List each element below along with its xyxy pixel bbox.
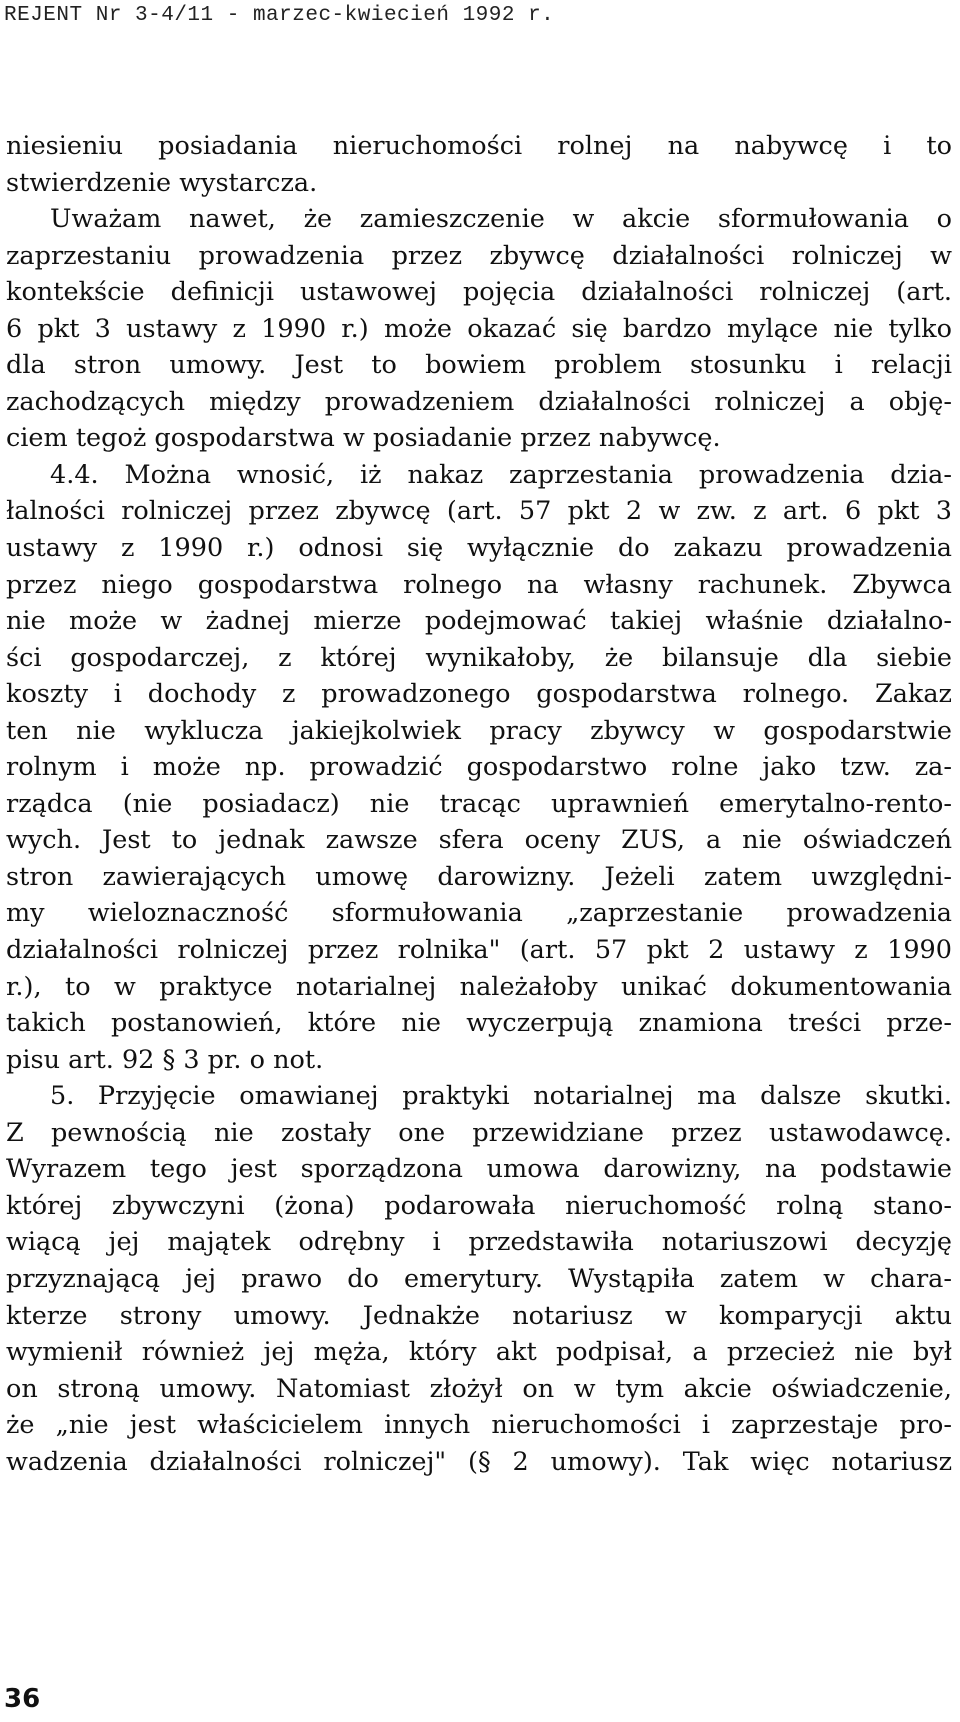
- text-line: wymienił również jej męża, który akt podpisał, a przecież nie był: [6, 1337, 952, 1368]
- text-line: niesieniu posiadania nieruchomości rolnej na nabywcę i to: [6, 131, 952, 161]
- text-line: 6 pkt 3 ustawy z 1990 r.) może okazać się bardzo mylące nie tylko: [6, 313, 952, 344]
- text-line: stwierdzenie wystarcza.: [6, 167, 318, 198]
- text-line: stron zawierających umowę darowizny. Jeżeli zatem uwzględni-: [6, 861, 952, 892]
- text-line: on stroną umowy. Natomiast złożył on w tym akcie oświadczenie,: [6, 1373, 952, 1404]
- text-line: wiącą jej majątek odrębny i przedstawiła notariuszowi decyzję: [6, 1227, 952, 1258]
- text-line: dla stron umowy. Jest to bowiem problem stosunku i relacji: [6, 350, 952, 381]
- text-line: rolnym i może np. prowadzić gospodarstwo rolne jako tzw. za-: [6, 752, 952, 783]
- text-line: rządca (nie posiadacz) nie tracąc uprawnień emerytalno-rento-: [6, 788, 952, 819]
- text-line: że „nie jest właścicielem innych nieruchomości i zaprzestaje pro-: [6, 1410, 952, 1441]
- text-line: przyznającą jej prawo do emerytury. Wystąpiła zatem w chara-: [6, 1263, 952, 1294]
- text-line: ciem tegoż gospodarstwa w posiadanie przez nabywcę.: [6, 423, 721, 454]
- text-line: nie może w żadnej mierze podejmować takiej właśnie działalno-: [6, 606, 952, 637]
- text-line: takich postanowień, które nie wyczerpują znamiona treści prze-: [6, 1008, 952, 1039]
- text-line: my wieloznaczność sformułowania „zaprzestanie prowadzenia: [6, 898, 952, 929]
- text-line: 4.4. Można wnosić, iż nakaz zaprzestania prowadzenia dzia-: [50, 459, 952, 490]
- text-line: r.), to w praktyce notarialnej należałoby unikać dokumentowania: [6, 971, 952, 1002]
- text-line: pisu art. 92 § 3 pr. o not.: [6, 1044, 324, 1075]
- text-line: zaprzestaniu prowadzenia przez zbywcę działalności rolniczej w: [6, 240, 952, 271]
- text-line: działalności rolniczej przez rolnika" (art. 57 pkt 2 ustawy z 1990: [6, 935, 952, 966]
- text-line: zachodzących między prowadzeniem działalności rolniczej a obję-: [6, 386, 952, 417]
- text-line: Uważam nawet, że zamieszczenie w akcie sformułowania o: [50, 204, 952, 235]
- text-line: Wyrazem tego jest sporządzona umowa darowizny, na podstawie: [6, 1154, 952, 1185]
- text-line: koszty i dochody z prowadzonego gospodarstwa rolnego. Zakaz: [6, 679, 952, 710]
- text-line: ten nie wyklucza jakiejkolwiek pracy zbywcy w gospodarstwie: [6, 715, 952, 746]
- text-line: przez niego gospodarstwa rolnego na własny rachunek. Zbywca: [6, 569, 952, 600]
- text-line: ści gospodarczej, z której wynikałoby, że bilansuje dla siebie: [6, 642, 952, 673]
- article-body: [6, 128, 952, 1480]
- text-line: Z pewnością nie zostały one przewidziane przez ustawodawcę.: [6, 1117, 952, 1148]
- text-line: 5. Przyjęcie omawianej praktyki notarialnej ma dalsze skutki.: [50, 1081, 952, 1112]
- text-line: łalności rolniczej przez zbywcę (art. 57 pkt 2 w zw. z art. 6 pkt 3: [6, 496, 952, 527]
- page-number: 36: [4, 1684, 41, 1714]
- running-header: REJENT Nr 3-4/11 - marzec-kwiecień 1992 r.: [4, 4, 555, 27]
- text-line: wadzenia działalności rolniczej" (§ 2 umowy). Tak więc notariusz: [6, 1446, 952, 1477]
- text-line: kontekście definicji ustawowej pojęcia działalności rolniczej (art.: [6, 277, 952, 308]
- text-line: której zbywczyni (żona) podarowała nieruchomość rolną stano-: [6, 1190, 952, 1221]
- text-line: kterze strony umowy. Jednakże notariusz w komparycji aktu: [6, 1300, 952, 1331]
- text-line: wych. Jest to jednak zawsze sfera oceny ZUS, a nie oświadczeń: [6, 825, 952, 856]
- text-line: ustawy z 1990 r.) odnosi się wyłącznie do zakazu prowadzenia: [6, 533, 952, 564]
